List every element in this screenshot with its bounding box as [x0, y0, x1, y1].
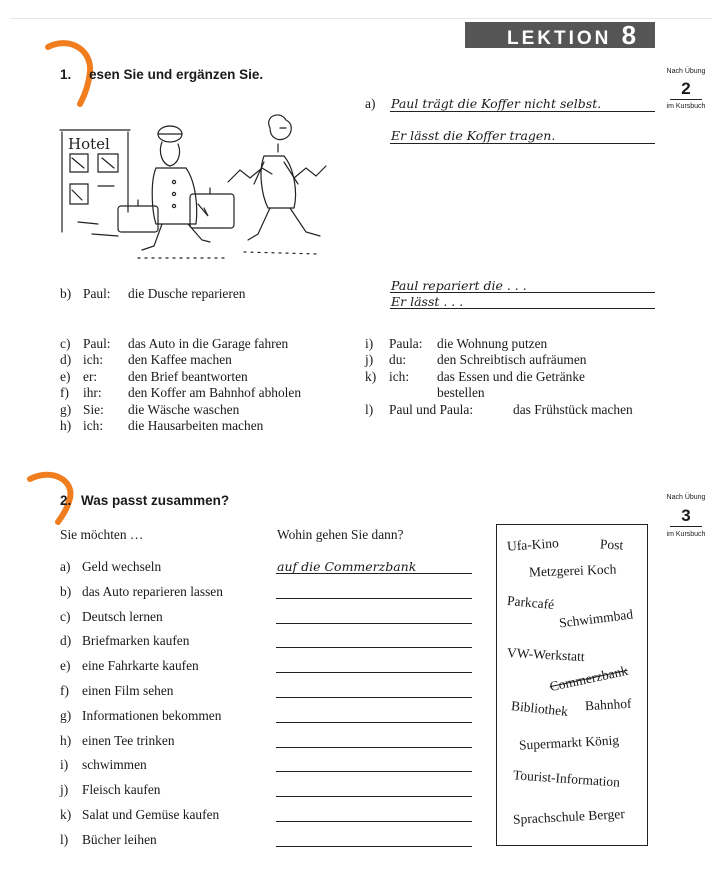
task2-item-g-letter: g) — [60, 708, 72, 723]
task1-example-b-line1: Paul repariert die . . . — [391, 278, 527, 293]
task1-item-f-task: den Koffer am Bahnhof abholen — [128, 385, 302, 400]
task1-item-c-person: Paul: — [83, 336, 111, 351]
word-tourist-information: Tourist-Information — [512, 767, 621, 790]
word-vw-werkstatt: VW-Werkstatt — [506, 644, 586, 665]
task2-item-e-text: eine Fahrkarte kaufen — [82, 658, 199, 673]
task2-item-h-text: einen Tee trinken — [82, 733, 175, 748]
task1-item-f-person: ihr: — [83, 385, 102, 400]
task2-item-b-text: das Auto reparieren lassen — [82, 584, 223, 599]
task2-item-l-text: Bücher leihen — [82, 832, 157, 847]
task1-item-l-person: Paul und Paula: — [389, 402, 474, 417]
task1-item-f-letter: f) — [60, 385, 69, 400]
answer-line[interactable] — [276, 821, 472, 822]
task1-item-j-letter: j) — [365, 352, 374, 367]
word-supermarkt-koenig: Supermarkt König — [518, 732, 620, 753]
task1-item-g-person: Sie: — [83, 402, 104, 417]
task1-item-c-task: das Auto in die Garage fahren — [128, 336, 289, 351]
task2-title: Was passt zusammen? — [81, 493, 230, 508]
task1-item-l-task: das Frühstück machen — [513, 402, 633, 417]
task1-item-g-task: die Wäsche waschen — [128, 402, 240, 417]
task2-item-g-text: Informationen bekommen — [82, 708, 222, 723]
task2-item-a-answer: auf die Commerzbank — [277, 559, 417, 574]
task1-item-e-task: den Brief beantworten — [128, 369, 248, 384]
task2-item-c-text: Deutsch lernen — [82, 609, 163, 624]
word-metzgerei-koch: Metzgerei Koch — [528, 561, 617, 580]
task2-item-l-letter: l) — [60, 832, 69, 847]
task2-ref-rule — [670, 526, 702, 527]
answer-line — [390, 143, 655, 144]
task2-item-b-letter: b) — [60, 584, 72, 599]
word-ufa-kino: Ufa-Kino — [506, 535, 560, 554]
word-sprachschule-berger: Sprachschule Berger — [512, 806, 626, 827]
task2-item-i-letter: i) — [60, 757, 69, 772]
task2-col1-header: Sie möchten … — [60, 527, 144, 542]
task2-ref-suffix: im Kursbuch — [666, 531, 706, 538]
task1-example-b-letter: b) — [60, 286, 72, 301]
task2-item-d-text: Briefmarken kaufen — [82, 633, 190, 648]
task1-item-k-person: ich: — [389, 369, 410, 384]
task2-col2-header: Wohin gehen Sie dann? — [277, 527, 404, 542]
task1-heading — [60, 67, 263, 82]
task2-heading — [60, 493, 229, 508]
task2-item-i-text: schwimmen — [82, 757, 147, 772]
hotel-porter-illustration — [58, 112, 354, 272]
task2-item-e-letter: e) — [60, 658, 71, 673]
place-word-box — [496, 524, 648, 846]
word-schwimmbad: Schwimmbad — [558, 606, 634, 631]
answer-line[interactable] — [276, 672, 472, 673]
task1-item-h-person: ich: — [83, 418, 104, 433]
answer-line — [390, 292, 655, 293]
task1-item-h-task: die Hausarbeiten machen — [128, 418, 264, 433]
answer-line[interactable] — [276, 747, 472, 748]
word-bibliothek: Bibliothek — [510, 698, 569, 719]
task2-item-d-letter: d) — [60, 633, 72, 648]
answer-line[interactable] — [276, 697, 472, 698]
word-parkcafe: Parkcafé — [506, 592, 555, 613]
task1-item-k-task-cont: bestellen — [437, 385, 485, 400]
task2-item-f-letter: f) — [60, 683, 69, 698]
answer-line[interactable] — [276, 846, 472, 847]
task1-ref-number: 2 — [681, 79, 691, 98]
task1-example-b-person: Paul: — [83, 286, 111, 301]
task1-number: 1. — [60, 67, 72, 82]
answer-line — [390, 308, 655, 309]
task2-item-j-letter: j) — [60, 782, 69, 797]
task1-example-b-task: die Dusche reparieren — [128, 286, 246, 301]
answer-line[interactable] — [276, 647, 472, 648]
task2-item-j-text: Fleisch kaufen — [82, 782, 161, 797]
hotel-sign: Hotel — [68, 135, 110, 153]
task2-item-k-letter: k) — [60, 807, 72, 822]
task1-item-k-letter: k) — [365, 369, 377, 384]
task1-ref-rule — [670, 99, 702, 100]
lektion-banner — [465, 22, 655, 48]
answer-line[interactable] — [276, 771, 472, 772]
task1-item-i-letter: i) — [365, 336, 374, 351]
task1-item-j-task: den Schreibtisch aufräumen — [437, 352, 587, 367]
task1-title: esen Sie und ergänzen Sie. — [89, 67, 264, 82]
task1-example-b-line2: Er lässt . . . — [391, 294, 464, 309]
task1-item-k-task: das Essen und die Getränke — [437, 369, 585, 384]
task1-item-i-person: Paula: — [389, 336, 423, 351]
task2-item-h-letter: h) — [60, 733, 72, 748]
word-post: Post — [599, 536, 624, 553]
task1-item-d-task: den Kaffee machen — [128, 352, 232, 367]
task1-example-a-line2: Er lässt die Koffer tragen. — [391, 128, 556, 143]
task1-ref-prefix: Nach Übung — [666, 68, 706, 75]
task1-item-j-person: du: — [389, 352, 407, 367]
task2-item-f-text: einen Film sehen — [82, 683, 174, 698]
word-commerzbank: Commerzbank — [548, 662, 630, 695]
task1-item-e-letter: e) — [60, 369, 71, 384]
task2-number: 2. — [60, 493, 72, 508]
answer-line — [390, 111, 655, 112]
task2-ref-prefix: Nach Übung — [666, 494, 706, 501]
task1-item-c-letter: c) — [60, 336, 71, 351]
answer-line[interactable] — [276, 722, 472, 723]
task1-item-i-task: die Wohnung putzen — [437, 336, 548, 351]
task1-item-d-person: ich: — [83, 352, 104, 367]
task1-example-a-line1: Paul trägt die Koffer nicht selbst. — [391, 96, 602, 111]
task1-item-g-letter: g) — [60, 402, 72, 417]
lektion-number: 8 — [621, 20, 640, 50]
task2-item-c-letter: c) — [60, 609, 71, 624]
task1-ref-suffix: im Kursbuch — [666, 103, 706, 110]
task2-ref-number: 3 — [681, 506, 691, 525]
task1-item-l-letter: l) — [365, 402, 374, 417]
task2-item-k-text: Salat und Gemüse kaufen — [82, 807, 220, 822]
answer-line[interactable] — [276, 623, 472, 624]
task1-item-d-letter: d) — [60, 352, 72, 367]
answer-line[interactable] — [276, 598, 472, 599]
task2-item-a-letter: a) — [60, 559, 71, 574]
task1-item-e-person: er: — [83, 369, 98, 384]
task1-item-h-letter: h) — [60, 418, 72, 433]
task1-example-a-letter: a) — [365, 96, 376, 111]
answer-line[interactable] — [276, 796, 472, 797]
answer-line[interactable] — [276, 573, 472, 574]
lektion-label: LEKTION — [507, 28, 612, 49]
task2-item-a-text: Geld wechseln — [82, 559, 162, 574]
word-bahnhof: Bahnhof — [584, 695, 632, 714]
